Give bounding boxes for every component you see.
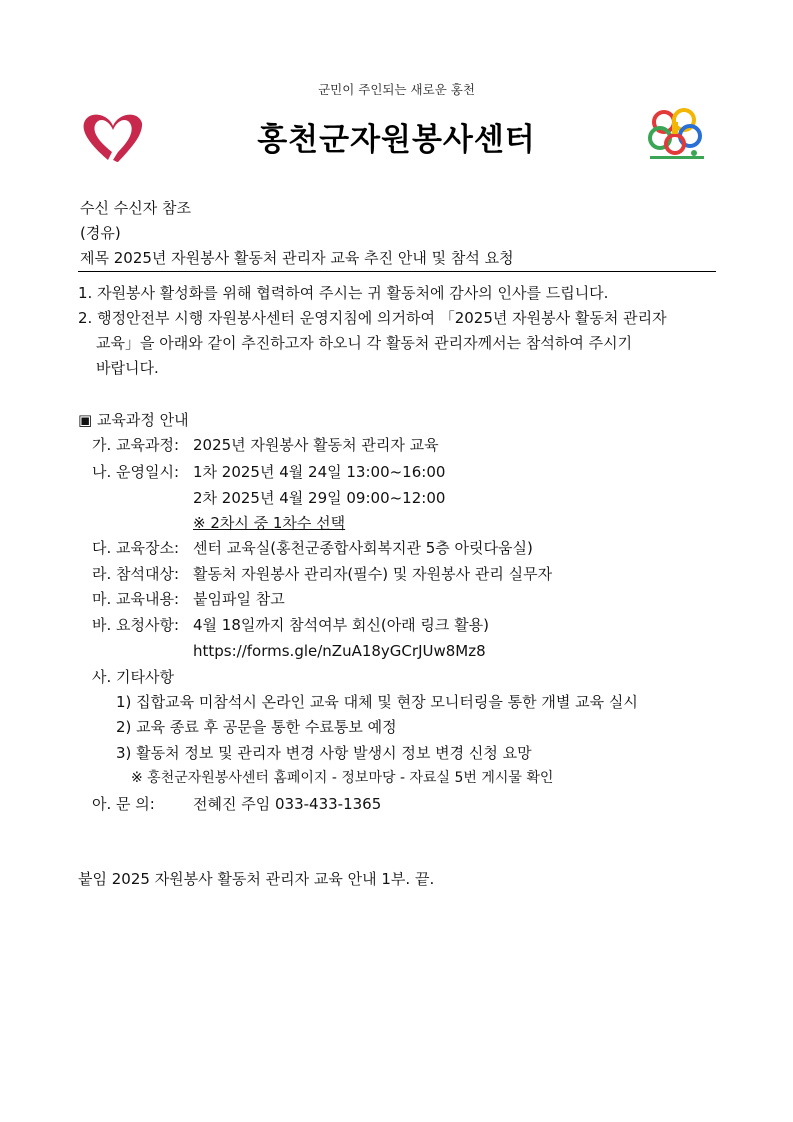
item-ma-label: 마. 교육내용:	[92, 590, 180, 608]
paragraph-2-line-1: 2. 행정안전부 시행 자원봉사센터 운영지침에 의거하여 「2025년 자원봉사 활동처 관리자	[78, 309, 667, 327]
item-a-value: 전혜진 주임 033-433-1365	[193, 795, 382, 813]
item-da-value: 센터 교육실(홍천군종합사회복지관 5층 아릿다움실)	[193, 539, 533, 557]
item-ba-label: 바. 요청사항:	[92, 616, 180, 634]
section-title: ▣ 교육과정 안내	[78, 411, 189, 429]
item-sa-1: 1) 집합교육 미참석시 온라인 교육 대체 및 현장 모니터링을 통한 개별 교육 실시	[116, 693, 638, 711]
flower-volunteer-logo-icon	[642, 104, 708, 166]
item-ga-value: 2025년 자원봉사 활동처 관리자 교육	[193, 436, 439, 454]
item-sa-2: 2) 교육 종료 후 공문을 통한 수료통보 예정	[116, 718, 397, 736]
item-ma-value: 붙임파일 참고	[193, 590, 285, 608]
item-na-note: ※ 2차시 중 1차수 선택	[193, 514, 346, 532]
paragraph-2-line-2: 교육」을 아래와 같이 추진하고자 하오니 각 활동처 관리자께서는 참석하여 주시기	[96, 334, 633, 352]
paragraph-1: 1. 자원봉사 활성화를 위해 협력하여 주시는 귀 활동처에 감사의 인사를 드립니다.	[78, 284, 609, 302]
paragraph-2-line-3: 바랍니다.	[96, 359, 159, 377]
subject-line: 제목 2025년 자원봉사 활동처 관리자 교육 추진 안내 및 참석 요청	[80, 249, 514, 267]
organization-title: 홍천군자원봉사센터	[257, 122, 536, 158]
item-na-value-1: 1차 2025년 4월 24일 13:00~16:00	[193, 463, 446, 481]
item-ba-value: 4월 18일까지 참석여부 회신(아래 링크 활용)	[193, 616, 490, 634]
item-ra-label: 라. 참석대상:	[92, 565, 180, 583]
via-line: (경유)	[80, 224, 121, 242]
slogan: 군민이 주인되는 새로운 홍천	[318, 82, 475, 97]
attachment-line: 붙임 2025 자원봉사 활동처 관리자 교육 안내 1부. 끝.	[78, 870, 435, 888]
item-da-label: 다. 교육장소:	[92, 539, 180, 557]
subject-divider	[78, 271, 716, 272]
survey-link[interactable]: https://forms.gle/nZuA18yGCrJUw8Mz8	[193, 642, 486, 660]
recipient-line: 수신 수신자 참조	[80, 199, 191, 217]
item-na-label: 나. 운영일시:	[92, 463, 180, 481]
item-ga-label: 가. 교육과정:	[92, 436, 180, 454]
item-sa-note: ※ 홍천군자원봉사센터 홈페이지 - 정보마당 - 자료실 5번 게시물 확인	[131, 770, 554, 786]
item-ra-value: 활동처 자원봉사 관리자(필수) 및 자원봉사 관리 실무자	[193, 565, 553, 583]
item-na-value-2: 2차 2025년 4월 29일 09:00~12:00	[193, 489, 446, 507]
item-sa-label: 사. 기타사항	[92, 668, 174, 686]
item-sa-3: 3) 활동처 정보 및 관리자 변경 사항 발생시 정보 변경 신청 요망	[116, 744, 532, 762]
item-a-label: 아. 문 의:	[92, 795, 155, 813]
